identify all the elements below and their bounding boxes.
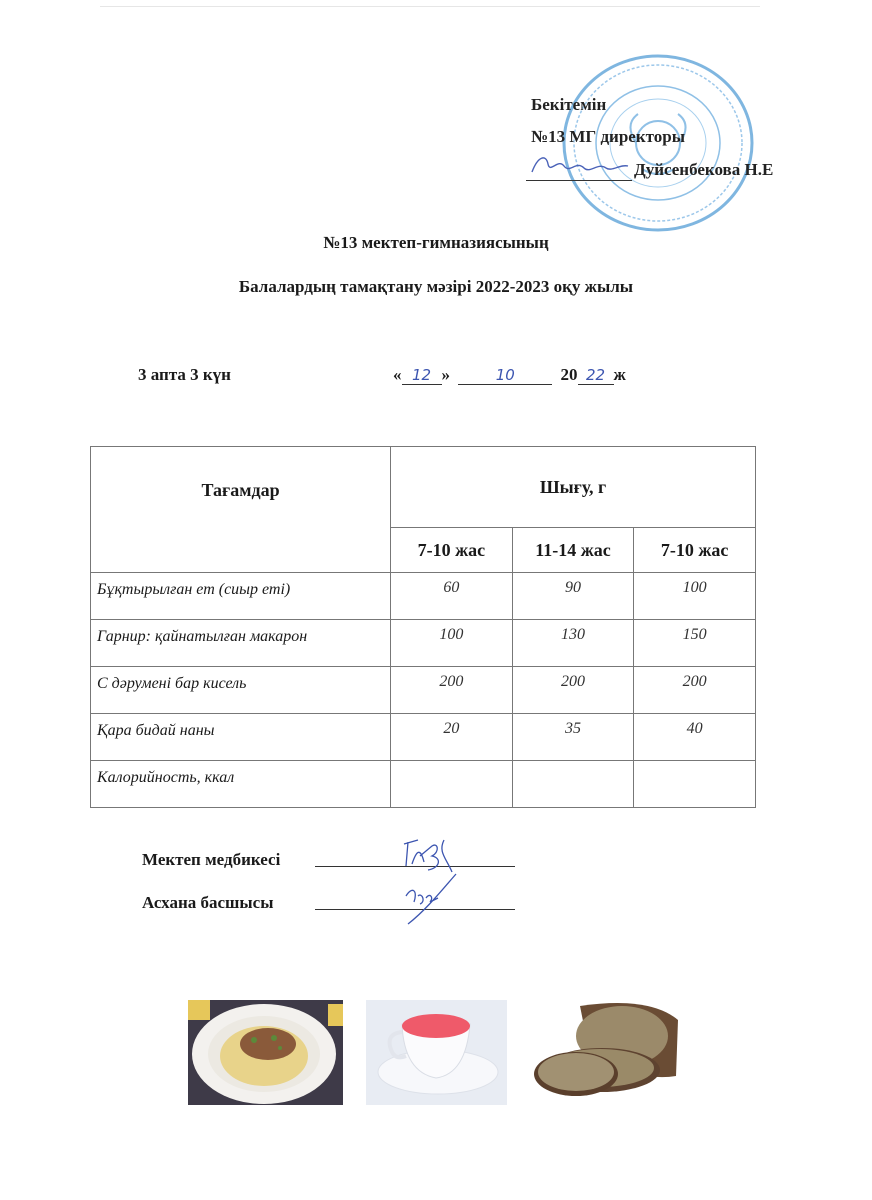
month-field: 10 — [458, 366, 552, 385]
canteen-head-label: Асхана басшысы — [142, 893, 274, 912]
school-title: №13 мектеп-гимназиясының — [323, 233, 549, 252]
page-top-edge — [100, 6, 760, 7]
calorie-value — [391, 761, 513, 808]
output-header: Шығу, г — [391, 447, 756, 528]
rye-bread-photo — [530, 1000, 682, 1105]
year-field: 22 — [578, 366, 614, 385]
director-signature-line — [526, 180, 632, 181]
calorie-value — [512, 761, 634, 808]
director-name: Дуйсенбекова Н.Е — [634, 160, 774, 179]
portion-value: 100 — [391, 620, 513, 667]
table-row — [91, 620, 756, 667]
table-header-row — [91, 447, 756, 528]
portion-value: 35 — [512, 714, 634, 761]
calorie-value — [634, 761, 756, 808]
day-field: 12 — [402, 366, 442, 385]
approval-title: Бекітемін — [531, 95, 607, 114]
portion-value: 200 — [634, 667, 756, 714]
nurse-label: Мектеп медбикесі — [142, 850, 281, 869]
age-column-header: 7-10 жас — [391, 528, 513, 573]
table-row — [91, 573, 756, 620]
approval-position: №13 МГ директоры — [531, 127, 685, 146]
portion-value: 130 — [512, 620, 634, 667]
dish-name: С дәрумені бар кисель — [91, 667, 391, 714]
date-line — [393, 365, 626, 385]
portion-value: 150 — [634, 620, 756, 667]
canteen-signature-icon — [398, 868, 462, 928]
menu-title: Балалардың тамақтану мәзірі 2022-2023 оқу жылы — [238, 277, 634, 296]
portion-value: 90 — [512, 573, 634, 620]
pasta-with-beef-photo — [188, 1000, 343, 1105]
table-row — [91, 761, 756, 808]
dish-name: Калорийность, ккал — [91, 761, 391, 808]
table-row — [91, 667, 756, 714]
year-prefix: 20 — [560, 365, 578, 384]
portion-value: 60 — [391, 573, 513, 620]
dishes-header: Тағамдар — [91, 447, 391, 573]
close-quote: » — [441, 365, 450, 384]
director-signature-icon — [528, 150, 632, 180]
portion-value: 40 — [634, 714, 756, 761]
menu-table — [90, 446, 756, 808]
dish-name: Қара бидай наны — [91, 714, 391, 761]
table-row — [91, 714, 756, 761]
portion-value: 200 — [391, 667, 513, 714]
open-quote: « — [393, 365, 402, 384]
age-column-header: 11-14 жас — [512, 528, 634, 573]
year-suffix: ж — [613, 365, 626, 384]
dish-name: Бұқтырылған ет (сиыр еті) — [91, 573, 391, 620]
week-day-label: 3 апта 3 күн — [138, 365, 231, 384]
portion-value: 200 — [512, 667, 634, 714]
kissel-cup-photo — [366, 1000, 507, 1105]
portion-value: 100 — [634, 573, 756, 620]
age-column-header: 7-10 жас — [634, 528, 756, 573]
portion-value: 20 — [391, 714, 513, 761]
dish-name: Гарнир: қайнатылған макарон — [91, 620, 391, 667]
